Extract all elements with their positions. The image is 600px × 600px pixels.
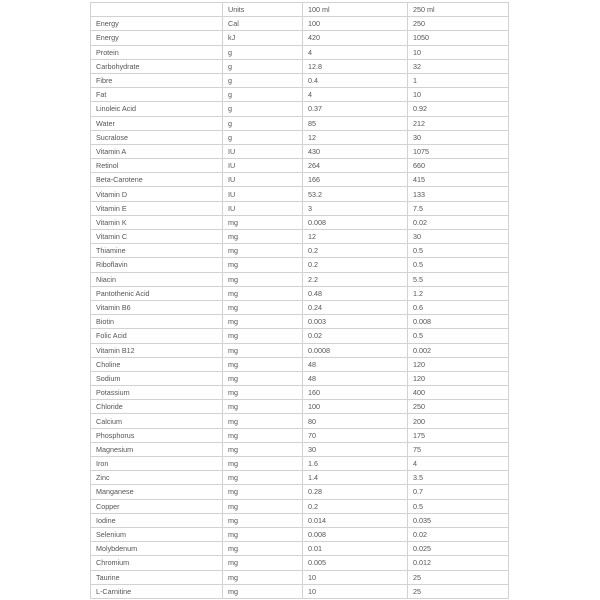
- table-header-row: [91, 3, 509, 17]
- unit-cell: mg: [223, 513, 303, 527]
- value-250ml-cell: 0.5: [408, 499, 509, 513]
- value-100ml-cell: 0.28: [303, 485, 408, 499]
- value-250ml-cell: 0.02: [408, 527, 509, 541]
- value-250ml-cell: 120: [408, 357, 509, 371]
- table-row: [91, 159, 509, 173]
- value-250ml-cell: 0.035: [408, 513, 509, 527]
- value-250ml-cell: 7.5: [408, 201, 509, 215]
- table-row: [91, 187, 509, 201]
- value-100ml-cell: 0.2: [303, 499, 408, 513]
- nutrient-name-cell: Iron: [91, 457, 223, 471]
- value-250ml-cell: 175: [408, 428, 509, 442]
- nutrient-name-cell: Sodium: [91, 371, 223, 385]
- value-100ml-cell: 0.2: [303, 258, 408, 272]
- value-250ml-cell: 0.7: [408, 485, 509, 499]
- value-250ml-cell: 0.5: [408, 329, 509, 343]
- unit-cell: mg: [223, 386, 303, 400]
- value-250ml-cell: 415: [408, 173, 509, 187]
- value-250ml-cell: 0.008: [408, 315, 509, 329]
- table-row: [91, 130, 509, 144]
- table-row: [91, 258, 509, 272]
- nutrient-name-cell: Water: [91, 116, 223, 130]
- table-row: [91, 527, 509, 541]
- value-250ml-cell: 0.5: [408, 244, 509, 258]
- unit-cell: g: [223, 116, 303, 130]
- value-250ml-cell: 5.5: [408, 272, 509, 286]
- unit-cell: IU: [223, 173, 303, 187]
- value-100ml-cell: 264: [303, 159, 408, 173]
- value-100ml-cell: 0.02: [303, 329, 408, 343]
- value-100ml-cell: 430: [303, 144, 408, 158]
- unit-cell: mg: [223, 244, 303, 258]
- value-100ml-cell: 48: [303, 371, 408, 385]
- value-100ml-cell: 100: [303, 17, 408, 31]
- table-row: [91, 542, 509, 556]
- value-100ml-cell: 2.2: [303, 272, 408, 286]
- nutrient-name-cell: Biotin: [91, 315, 223, 329]
- value-100ml-cell: 85: [303, 116, 408, 130]
- table-row: [91, 329, 509, 343]
- value-250ml-cell: 250: [408, 17, 509, 31]
- nutrient-name-cell: Fat: [91, 88, 223, 102]
- unit-cell: mg: [223, 570, 303, 584]
- unit-cell: mg: [223, 428, 303, 442]
- nutrient-name-cell: Vitamin B6: [91, 300, 223, 314]
- value-250ml-cell: 4: [408, 457, 509, 471]
- unit-cell: mg: [223, 414, 303, 428]
- value-250ml-cell: 10: [408, 88, 509, 102]
- header-cell-per-100ml: 100 ml: [303, 3, 408, 17]
- table-row: [91, 59, 509, 73]
- unit-cell: IU: [223, 187, 303, 201]
- unit-cell: mg: [223, 556, 303, 570]
- value-250ml-cell: 1: [408, 73, 509, 87]
- table-row: [91, 300, 509, 314]
- unit-cell: g: [223, 59, 303, 73]
- value-250ml-cell: 0.5: [408, 258, 509, 272]
- unit-cell: mg: [223, 584, 303, 598]
- unit-cell: mg: [223, 371, 303, 385]
- value-100ml-cell: 48: [303, 357, 408, 371]
- table-row: [91, 471, 509, 485]
- value-250ml-cell: 120: [408, 371, 509, 385]
- value-250ml-cell: 660: [408, 159, 509, 173]
- value-100ml-cell: 70: [303, 428, 408, 442]
- value-250ml-cell: 1.2: [408, 286, 509, 300]
- table-row: [91, 173, 509, 187]
- unit-cell: g: [223, 130, 303, 144]
- unit-cell: mg: [223, 230, 303, 244]
- unit-cell: mg: [223, 300, 303, 314]
- value-250ml-cell: 0.92: [408, 102, 509, 116]
- value-100ml-cell: 1.4: [303, 471, 408, 485]
- value-250ml-cell: 0.6: [408, 300, 509, 314]
- value-250ml-cell: 10: [408, 45, 509, 59]
- value-250ml-cell: 30: [408, 230, 509, 244]
- nutrient-name-cell: Protein: [91, 45, 223, 59]
- nutrient-name-cell: Vitamin D: [91, 187, 223, 201]
- unit-cell: mg: [223, 286, 303, 300]
- nutrient-name-cell: Linoleic Acid: [91, 102, 223, 116]
- value-100ml-cell: 53.2: [303, 187, 408, 201]
- value-250ml-cell: 250: [408, 400, 509, 414]
- nutrient-name-cell: Vitamin K: [91, 215, 223, 229]
- table-row: [91, 286, 509, 300]
- nutrient-name-cell: Iodine: [91, 513, 223, 527]
- table-row: [91, 244, 509, 258]
- unit-cell: IU: [223, 159, 303, 173]
- unit-cell: mg: [223, 400, 303, 414]
- unit-cell: mg: [223, 215, 303, 229]
- value-250ml-cell: 133: [408, 187, 509, 201]
- value-100ml-cell: 3: [303, 201, 408, 215]
- table-row: [91, 144, 509, 158]
- value-250ml-cell: 1075: [408, 144, 509, 158]
- table-row: [91, 428, 509, 442]
- value-250ml-cell: 3.5: [408, 471, 509, 485]
- value-100ml-cell: 0.008: [303, 215, 408, 229]
- unit-cell: mg: [223, 315, 303, 329]
- value-100ml-cell: 166: [303, 173, 408, 187]
- unit-cell: mg: [223, 542, 303, 556]
- table-row: [91, 584, 509, 598]
- value-250ml-cell: 212: [408, 116, 509, 130]
- nutrition-table-container: [90, 2, 508, 599]
- unit-cell: g: [223, 73, 303, 87]
- table-row: [91, 230, 509, 244]
- unit-cell: mg: [223, 272, 303, 286]
- table-row: [91, 73, 509, 87]
- value-100ml-cell: 12: [303, 230, 408, 244]
- value-100ml-cell: 0.48: [303, 286, 408, 300]
- header-cell-units: Units: [223, 3, 303, 17]
- table-row: [91, 215, 509, 229]
- nutrient-name-cell: Zinc: [91, 471, 223, 485]
- nutrient-name-cell: Retinol: [91, 159, 223, 173]
- nutrition-table-body: [91, 3, 509, 599]
- value-250ml-cell: 0.025: [408, 542, 509, 556]
- value-250ml-cell: 0.012: [408, 556, 509, 570]
- table-row: [91, 570, 509, 584]
- value-100ml-cell: 0.0008: [303, 343, 408, 357]
- table-row: [91, 272, 509, 286]
- value-100ml-cell: 0.01: [303, 542, 408, 556]
- nutrient-name-cell: Energy: [91, 31, 223, 45]
- nutrient-name-cell: Molybdenum: [91, 542, 223, 556]
- unit-cell: mg: [223, 457, 303, 471]
- value-100ml-cell: 0.2: [303, 244, 408, 258]
- value-100ml-cell: 0.005: [303, 556, 408, 570]
- nutrient-name-cell: Beta-Carotene: [91, 173, 223, 187]
- unit-cell: mg: [223, 442, 303, 456]
- value-100ml-cell: 80: [303, 414, 408, 428]
- nutrient-name-cell: Sucralose: [91, 130, 223, 144]
- unit-cell: IU: [223, 201, 303, 215]
- table-row: [91, 31, 509, 45]
- table-row: [91, 45, 509, 59]
- nutrient-name-cell: Manganese: [91, 485, 223, 499]
- table-row: [91, 556, 509, 570]
- nutrient-name-cell: Vitamin A: [91, 144, 223, 158]
- table-row: [91, 386, 509, 400]
- unit-cell: mg: [223, 499, 303, 513]
- table-row: [91, 485, 509, 499]
- nutrient-name-cell: Carbohydrate: [91, 59, 223, 73]
- value-250ml-cell: 25: [408, 584, 509, 598]
- value-100ml-cell: 100: [303, 400, 408, 414]
- value-100ml-cell: 160: [303, 386, 408, 400]
- nutrient-name-cell: Magnesium: [91, 442, 223, 456]
- nutrient-name-cell: Thiamine: [91, 244, 223, 258]
- nutrient-name-cell: Chloride: [91, 400, 223, 414]
- table-row: [91, 116, 509, 130]
- table-row: [91, 442, 509, 456]
- nutrition-table: [90, 2, 509, 599]
- table-row: [91, 88, 509, 102]
- nutrient-name-cell: Taurine: [91, 570, 223, 584]
- nutrient-name-cell: Energy: [91, 17, 223, 31]
- value-100ml-cell: 0.37: [303, 102, 408, 116]
- value-100ml-cell: 0.014: [303, 513, 408, 527]
- nutrient-name-cell: Phosphorus: [91, 428, 223, 442]
- value-100ml-cell: 0.4: [303, 73, 408, 87]
- nutrient-name-cell: Vitamin E: [91, 201, 223, 215]
- unit-cell: mg: [223, 343, 303, 357]
- unit-cell: mg: [223, 258, 303, 272]
- value-100ml-cell: 12.8: [303, 59, 408, 73]
- value-100ml-cell: 30: [303, 442, 408, 456]
- value-250ml-cell: 30: [408, 130, 509, 144]
- nutrient-name-cell: Vitamin C: [91, 230, 223, 244]
- unit-cell: Cal: [223, 17, 303, 31]
- nutrient-name-cell: Niacin: [91, 272, 223, 286]
- value-250ml-cell: 1050: [408, 31, 509, 45]
- value-100ml-cell: 4: [303, 45, 408, 59]
- value-250ml-cell: 200: [408, 414, 509, 428]
- table-row: [91, 17, 509, 31]
- table-row: [91, 343, 509, 357]
- value-100ml-cell: 10: [303, 570, 408, 584]
- value-250ml-cell: 25: [408, 570, 509, 584]
- table-row: [91, 400, 509, 414]
- table-row: [91, 357, 509, 371]
- value-250ml-cell: 0.02: [408, 215, 509, 229]
- value-100ml-cell: 0.24: [303, 300, 408, 314]
- nutrient-name-cell: L-Carnitine: [91, 584, 223, 598]
- nutrient-name-cell: Choline: [91, 357, 223, 371]
- nutrient-name-cell: Calcium: [91, 414, 223, 428]
- nutrient-name-cell: Chromium: [91, 556, 223, 570]
- unit-cell: mg: [223, 329, 303, 343]
- table-row: [91, 102, 509, 116]
- nutrient-name-cell: Potassium: [91, 386, 223, 400]
- nutrient-name-cell: Vitamin B12: [91, 343, 223, 357]
- unit-cell: g: [223, 88, 303, 102]
- unit-cell: g: [223, 45, 303, 59]
- value-100ml-cell: 0.008: [303, 527, 408, 541]
- unit-cell: IU: [223, 144, 303, 158]
- table-row: [91, 457, 509, 471]
- nutrient-name-cell: Riboflavin: [91, 258, 223, 272]
- header-cell-per-250ml: 250 ml: [408, 3, 509, 17]
- unit-cell: mg: [223, 471, 303, 485]
- table-row: [91, 513, 509, 527]
- nutrient-name-cell: Copper: [91, 499, 223, 513]
- unit-cell: mg: [223, 357, 303, 371]
- unit-cell: mg: [223, 527, 303, 541]
- unit-cell: kJ: [223, 31, 303, 45]
- table-row: [91, 499, 509, 513]
- table-row: [91, 414, 509, 428]
- nutrient-name-cell: Selenium: [91, 527, 223, 541]
- nutrient-name-cell: Pantothenic Acid: [91, 286, 223, 300]
- table-row: [91, 315, 509, 329]
- table-row: [91, 201, 509, 215]
- table-row: [91, 371, 509, 385]
- value-100ml-cell: 4: [303, 88, 408, 102]
- value-100ml-cell: 12: [303, 130, 408, 144]
- nutrient-name-cell: Fibre: [91, 73, 223, 87]
- value-100ml-cell: 1.6: [303, 457, 408, 471]
- value-250ml-cell: 32: [408, 59, 509, 73]
- value-100ml-cell: 10: [303, 584, 408, 598]
- unit-cell: g: [223, 102, 303, 116]
- value-250ml-cell: 400: [408, 386, 509, 400]
- value-250ml-cell: 0.002: [408, 343, 509, 357]
- header-cell-nutrient: [91, 3, 223, 17]
- value-250ml-cell: 75: [408, 442, 509, 456]
- unit-cell: mg: [223, 485, 303, 499]
- nutrient-name-cell: Folic Acid: [91, 329, 223, 343]
- value-100ml-cell: 0.003: [303, 315, 408, 329]
- value-100ml-cell: 420: [303, 31, 408, 45]
